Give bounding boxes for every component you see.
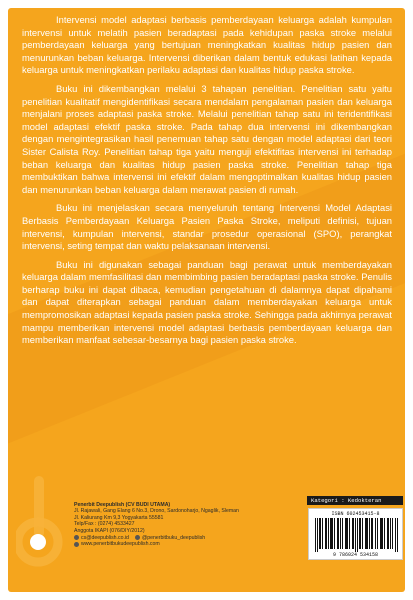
paragraph-3: Buku ini menjelaskan secara menyeluruh tentang Intervensi Model Adaptasi Berbasis Pemberdayaan Keluarga Pasien Paska Stroke, meliputi definisi, tujuan intervensi, kumpulan intervensi, standar prosedur operasional (SPO), perangkat intervensi, seting tempat dan waktu pelaksanaan intervensi. [22,202,392,252]
social-text: @penerbitbuku_deepublish [141,535,206,542]
paragraph-2: Buku ini dikembangkan melalui 3 tahapan penelitian. Penelitian satu yaitu penelitian kualitatif mengidentifikasi secara mendalam pengalaman pasien dan keluarga menjalani proses adaptasi paska stroke. Melalui penelitian tahap satu ini teridentifikasi model adaptasi efektif paska stroke. Pada tahap dua intervensi ini dikembangkan dengan mengintegrasikan hasil penemuan tahap satu dengan model adaptasi dari teori Sister Calista Roy. Penelitian tahap tiga yaitu menguji efektifitas intervensi ini terhadap beban keluarga dan kualitas hidup pasien paska stroke. Penelitian tahap tiga membuktikan bahwa intervensi ini efektif dalam mengoptimalkan kualitas hidup pasien dan menurunkan beban keluarga dalam merawat pasien di rumah. [22,82,392,195]
email-icon [74,535,79,540]
deepublish-logo [16,476,70,568]
publisher-info [74,502,284,548]
category-label: Kategori : Kedokteran [307,496,403,505]
paragraph-1: Intervensi model adaptasi berbasis pemberdayaan keluarga adalah kumpulan intervensi untuk melatih pasien beradaptasi pada kehidupan paska stroke melalui pemberdayaan keluarga yang bertujuan meningkatkan kualitas hidup pasien dan menurunkan beban keluarga. Intervensi diberikan dalam bentuk edukasi latihan kepada keluarga untuk meningkatkan perilaku adaptasi dan kualitas hidup paska stroke. [22,14,392,76]
email-text: cs@deepublish.co.id [81,535,129,542]
publisher-name: Penerbit Deepublish (CV BUDI UTAMA) [74,502,171,508]
publisher-phone: Telp/Fax : (0274) 4533427 [74,521,135,528]
barcode-number: 9 786024 534158 [332,552,378,558]
publisher-ikapi: Anggota IKAPI (076/DIY/2012) [74,527,145,534]
publisher-address-2: Jl. Kaliurang Km 9,3 Yogyakarta 55581 [74,514,164,521]
publisher-address-1: Jl. Rajawali, Gang Elang 6 No.3, Drono, Sardonoharjo, Ngaglik, Sleman [74,508,239,515]
isbn-text: ISBN 602453415-8 [331,511,380,517]
website-text: www.penerbitbukudeepublish.com [81,541,160,548]
web-icon [74,542,79,547]
web-contact[interactable] [74,541,284,547]
blurb-text [22,14,392,353]
barcode-icon [315,518,398,552]
isbn-barcode [308,508,403,560]
footer [8,466,405,592]
paragraph-4: Buku ini digunakan sebagai panduan bagi perawat untuk memberdayakan keluarga dalam memfasilitasi dan membimbing pasien beradaptasi paska stroke. Penulis berharap buku ini dapat dibaca, kemudian pengetahuan di dalamnya dapat dipahami dan dapat diterapkan sebagai panduan dalam memberdayakan keluarga untuk mempromosikan adaptasi kepada pasien paska stroke. Sehingga pada akhirnya perawat mampu memberikan intervensi model adaptasi berbasis pemberdayaan keluarga dan memberikan manfaat sebesar-besarnya bagi pasien paska stroke. [22,258,392,346]
social-icon [135,535,140,540]
